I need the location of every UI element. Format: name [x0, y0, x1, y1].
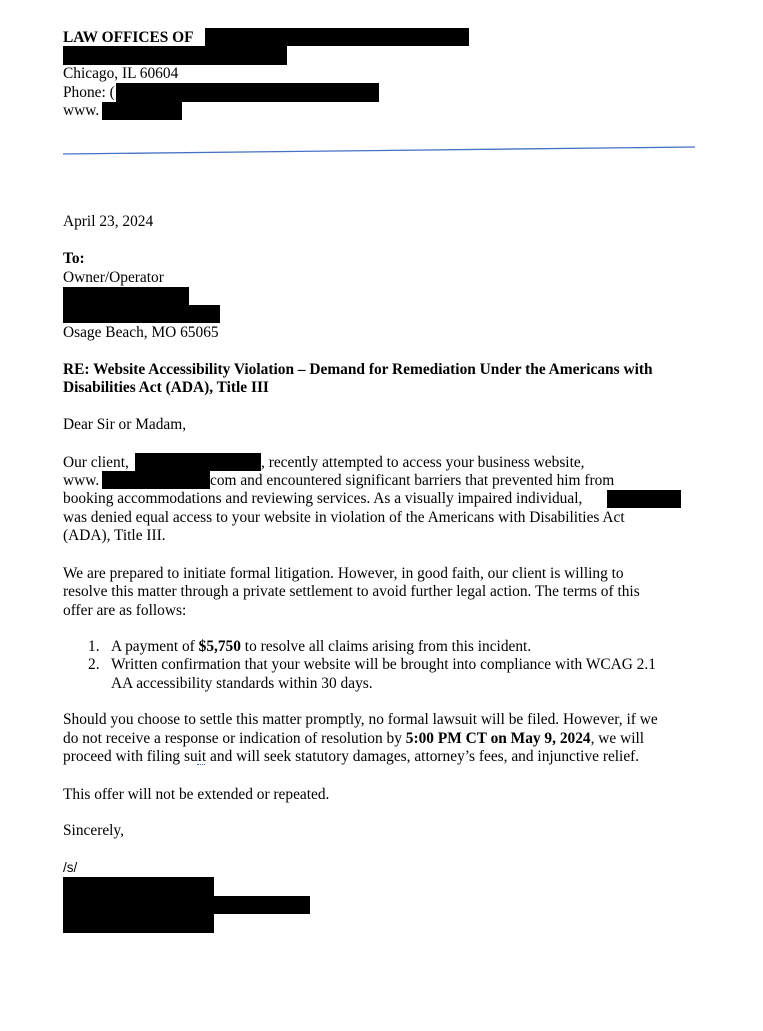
recipient-city-line: Osage Beach, MO 65065	[63, 324, 219, 341]
redacted-business-website	[102, 471, 210, 489]
firm-phone-prefix: Phone: (	[63, 84, 115, 101]
letter-date: April 23, 2024	[63, 213, 154, 230]
term-2-line-1: Written confirmation that your website will be brought into compliance with WCAG 2.1	[111, 656, 656, 673]
paragraph-1-line-4: was denied equal access to your website in violation of the Americans with Disabilities Act	[63, 509, 625, 526]
salutation: Dear Sir or Madam,	[63, 416, 187, 433]
term-1-text	[111, 638, 531, 656]
term-2-number: 2.	[88, 656, 100, 673]
response-deadline: 5:00 PM CT on May 9, 2024	[405, 730, 591, 747]
redacted-signatory-name	[63, 877, 214, 933]
signature-mark: /s/	[63, 860, 78, 875]
redacted-signatory-title	[214, 896, 310, 914]
paragraph-1-line-2b: com and encountered significant barriers that prevented him from	[210, 472, 615, 489]
divider-line	[63, 147, 695, 154]
term-2-line-2: AA accessibility standards within 30 days.	[111, 675, 373, 692]
paragraph-1-line-2a: www.	[63, 472, 100, 489]
recipient-title: Owner/Operator	[63, 269, 164, 286]
redacted-recipient-name	[63, 287, 189, 305]
letterhead-divider	[0, 0, 763, 200]
term-1-number: 1.	[88, 638, 100, 655]
paragraph-3-line-2	[63, 730, 644, 748]
paragraph-3-line-3: proceed with filing suit and will seek statutory damages, attorney’s fees, and injunctive relief.	[63, 748, 640, 765]
firm-web-prefix: www.	[63, 102, 100, 119]
term-1-post: to resolve all claims arising from this incident.	[240, 638, 532, 655]
redacted-client-name-2	[607, 490, 681, 508]
paragraph-1-line-3: booking accommodations and reviewing services. As a visually impaired individual,	[63, 490, 583, 507]
closing: Sincerely,	[63, 822, 124, 839]
to-label: To:	[63, 250, 85, 267]
subject-line-2: Disabilities Act (ADA), Title III	[63, 379, 269, 396]
paragraph-4: This offer will not be extended or repeated.	[63, 786, 330, 803]
settlement-amount: $5,750	[198, 638, 241, 655]
paragraph-2-line-2: resolve this matter through a private settlement to avoid further legal action. The terms of this	[63, 583, 640, 600]
paragraph-1-line-1a: Our client,	[63, 454, 129, 471]
firm-name-prefix: LAW OFFICES OF	[63, 29, 194, 46]
redacted-recipient-address	[63, 305, 220, 323]
paragraph-3-line-2a: do not receive a response or indication of resolution by	[63, 730, 406, 747]
spellcheck-underline	[197, 763, 205, 765]
term-1-pre: A payment of	[111, 638, 199, 655]
firm-city-line: Chicago, IL 60604	[63, 65, 179, 82]
redacted-client-name	[135, 453, 261, 471]
subject-line-1: RE: Website Accessibility Violation – Demand for Remediation Under the Americans with	[63, 361, 653, 378]
paragraph-1-line-5: (ADA), Title III.	[63, 527, 166, 544]
paragraph-3-line-1: Should you choose to settle this matter promptly, no formal lawsuit will be filed. However, if we	[63, 711, 658, 728]
paragraph-2-line-3: offer are as follows:	[63, 602, 187, 619]
paragraph-1-line-1b: , recently attempted to access your business website,	[261, 454, 585, 471]
paragraph-3-line-2b: , we will	[590, 730, 645, 747]
paragraph-2-line-1: We are prepared to initiate formal litigation. However, in good faith, our client is willing to	[63, 565, 624, 582]
